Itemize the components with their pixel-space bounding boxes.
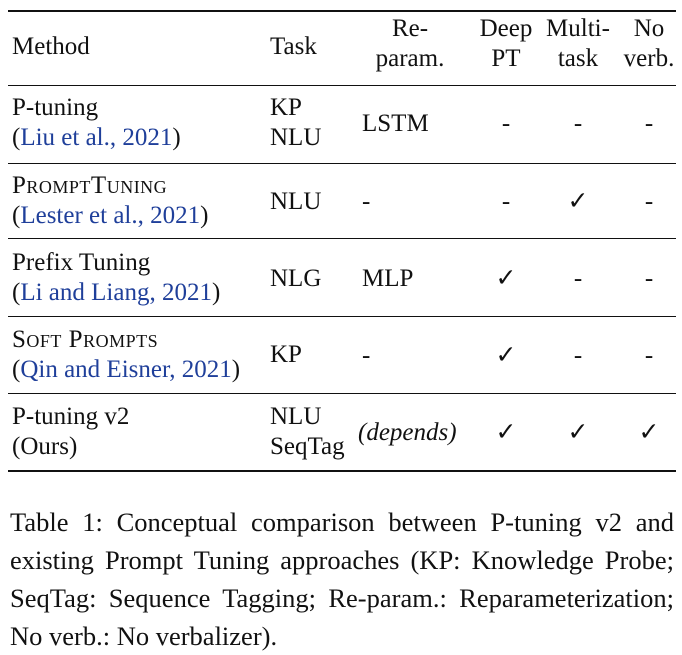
- header-deep-pt-line2: PT: [491, 45, 521, 72]
- multitask-cell: -: [573, 110, 583, 137]
- reparam-cell: -: [362, 342, 371, 369]
- task-cell: KP: [270, 94, 302, 121]
- header-multitask-line1: Multi-: [546, 15, 610, 42]
- row-rule: [8, 393, 676, 394]
- method-citation: (Liu et al., 2021): [12, 124, 181, 151]
- reparam-cell: MLP: [362, 265, 414, 292]
- citation-link[interactable]: Qin and Eisner, 2021: [20, 356, 232, 383]
- no-verb-cell: -: [644, 342, 654, 369]
- multitask-cell: -: [573, 265, 583, 292]
- header-deep-pt-line1: Deep: [479, 15, 533, 42]
- citation-link[interactable]: Liu et al., 2021: [20, 124, 173, 151]
- task-cell: NLU: [270, 403, 322, 430]
- row-rule: [8, 163, 676, 164]
- no-verb-cell: ✓: [638, 419, 660, 446]
- top-rule: [8, 10, 676, 12]
- header-multitask-line2: task: [557, 45, 599, 72]
- task-cell: NLU: [270, 124, 322, 151]
- row-rule: [8, 238, 676, 239]
- deep-pt-cell: ✓: [495, 419, 517, 446]
- citation-link[interactable]: Li and Liang, 2021: [20, 279, 212, 306]
- method-name: P-tuning: [12, 94, 99, 121]
- reparam-cell: -: [362, 188, 371, 215]
- multitask-cell: ✓: [567, 188, 589, 215]
- header-method: Method: [12, 33, 90, 60]
- header-task: Task: [270, 33, 317, 60]
- reparam-cell: LSTM: [362, 110, 429, 137]
- method-name: Soft Prompts: [12, 326, 159, 353]
- task-cell: SeqTag: [270, 433, 345, 460]
- multitask-cell: -: [573, 342, 583, 369]
- method-citation: (Li and Liang, 2021): [12, 279, 221, 306]
- deep-pt-cell: ✓: [495, 265, 517, 292]
- method-citation: (Lester et al., 2021): [12, 202, 209, 229]
- method-name: P-tuning v2: [12, 403, 130, 430]
- method-name: Prefix Tuning: [12, 249, 151, 276]
- header-reparam-line1: Re-: [391, 15, 429, 42]
- bottom-rule: [8, 470, 676, 472]
- ours-label: Ours: [20, 433, 69, 460]
- task-cell: KP: [270, 341, 302, 368]
- task-cell: NLU: [270, 188, 322, 215]
- no-verb-cell: -: [644, 110, 654, 137]
- deep-pt-cell: ✓: [495, 342, 517, 369]
- method-citation: (Qin and Eisner, 2021): [12, 356, 241, 383]
- no-verb-cell: -: [644, 265, 654, 292]
- header-reparam-line2: param.: [375, 45, 445, 72]
- deep-pt-cell: -: [501, 188, 511, 215]
- no-verb-cell: -: [644, 188, 654, 215]
- deep-pt-cell: -: [501, 110, 511, 137]
- reparam-cell: (depends): [358, 419, 457, 446]
- table-caption: Table 1: Conceptual comparison between P-tuning v2 and existing Prompt Tuning approaches (KP: Knowledge Probe; SeqTag: Sequence Tagging; Re-param.: Reparameterization; No verb.: No verbalizer).: [10, 507, 674, 651]
- header-rule: [8, 85, 676, 86]
- method-name: PromptTuning: [12, 172, 168, 199]
- header-no-verb-line1: No: [633, 15, 665, 42]
- task-cell: NLG: [270, 265, 322, 292]
- citation-link[interactable]: Lester et al., 2021: [20, 202, 201, 229]
- multitask-cell: ✓: [567, 419, 589, 446]
- row-rule: [8, 316, 676, 317]
- header-no-verb-line2: verb.: [623, 45, 675, 72]
- method-citation: (Ours): [12, 433, 78, 460]
